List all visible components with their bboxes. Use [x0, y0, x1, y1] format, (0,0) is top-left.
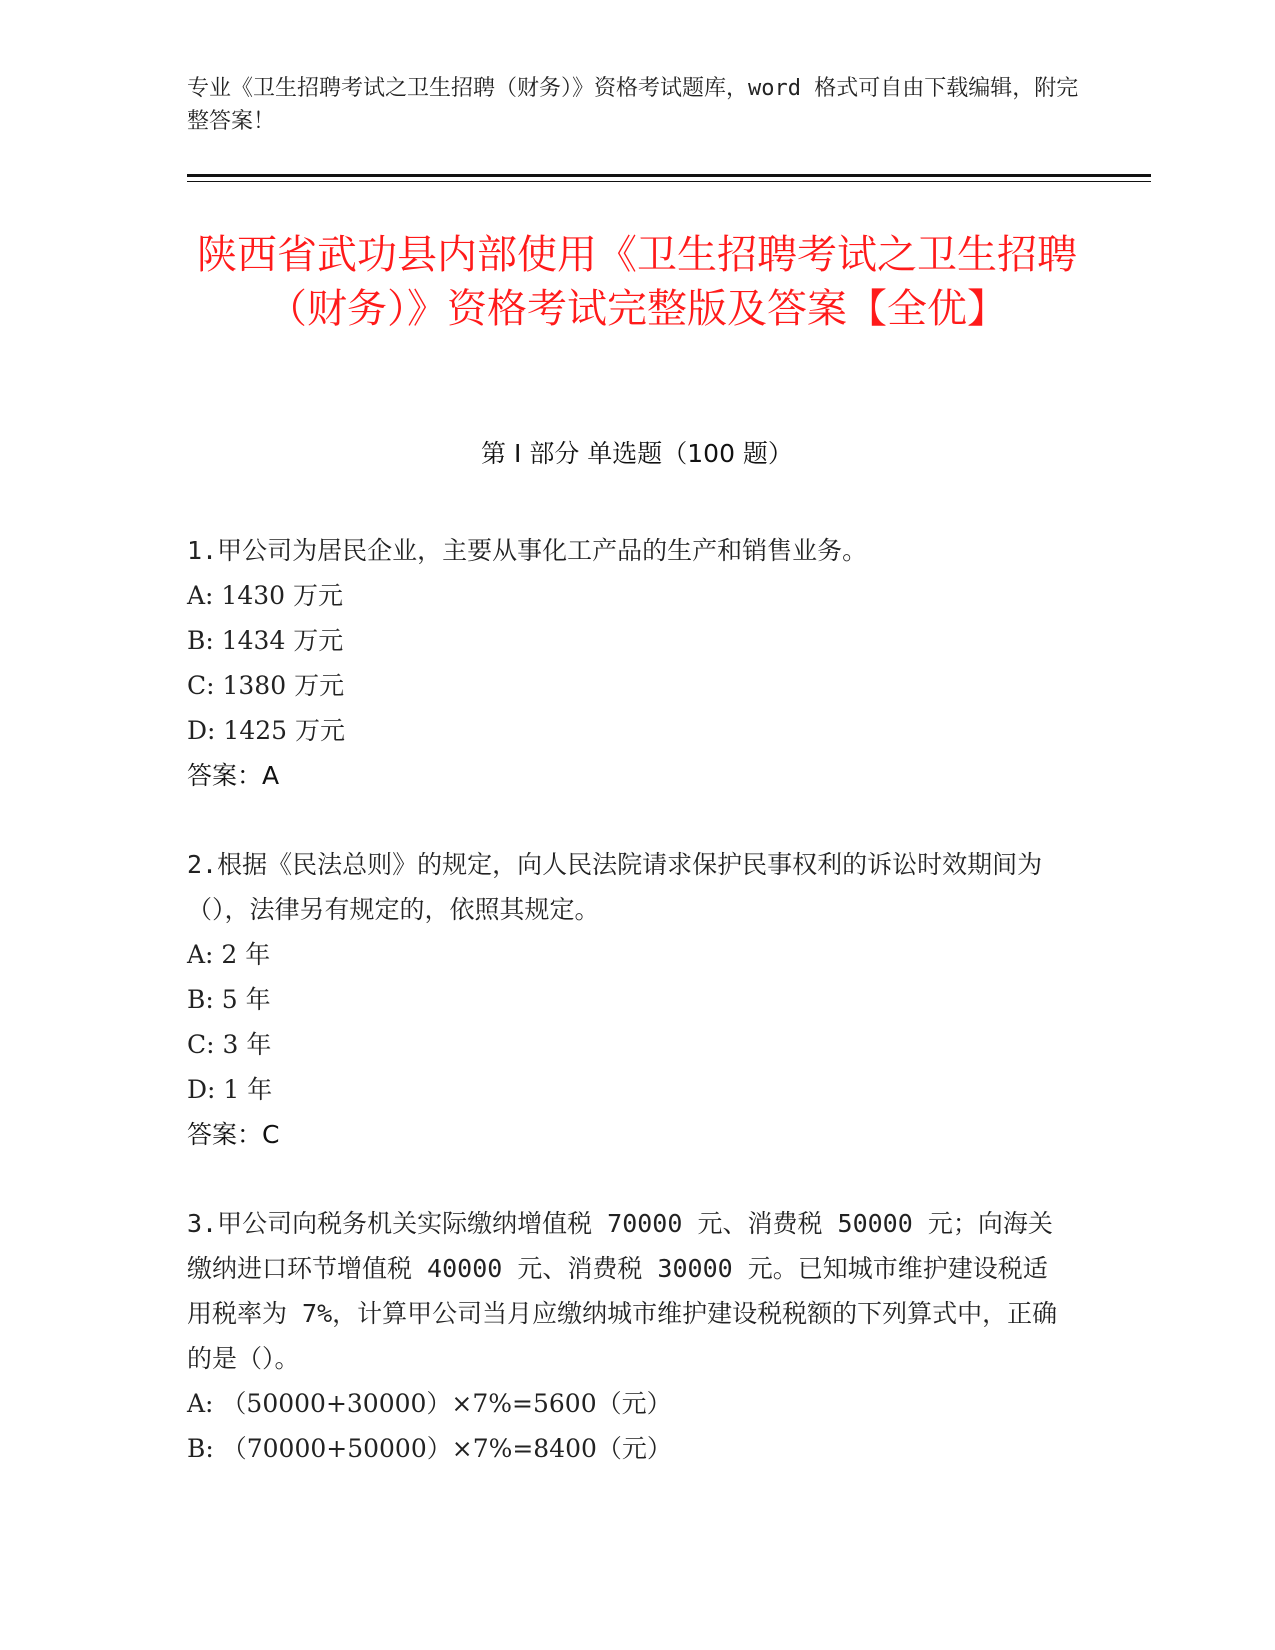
answer-line: 答案：C: [187, 1120, 280, 1149]
option-c: C: 1380 万元: [187, 671, 345, 700]
section-heading: 第 I 部分 单选题（100 题）: [481, 439, 793, 468]
option-b: B: （70000+50000）×7%=8400（元）: [187, 1434, 672, 1463]
question-stem: 2.根据《民法总则》的规定，向人民法院请求保护民事权利的诉讼时效期间为（），法律另有规定的，依照其规定。: [187, 850, 1043, 924]
option-b: B: 1434 万元: [187, 626, 344, 655]
option-c: C: 3 年: [187, 1030, 272, 1059]
question-list: [187, 528, 1067, 1515]
option-d: D: 1425 万元: [187, 716, 345, 745]
option-d: D: 1 年: [187, 1075, 273, 1104]
question-1: [187, 528, 1067, 798]
option-a: A: 2 年: [187, 940, 271, 969]
option-a: A: （50000+30000）×7%=5600（元）: [187, 1389, 672, 1418]
question-stem: 1.甲公司为居民企业，主要从事化工产品的生产和销售业务。: [187, 536, 868, 565]
option-b: B: 5 年: [187, 985, 271, 1014]
document-title: 陕西省武功县内部使用《卫生招聘考试之卫生招聘（财务）》资格考试完整版及答案【全优】: [197, 232, 1077, 332]
header-rule-thick: [187, 174, 1151, 177]
header-rule-thin: [187, 181, 1151, 182]
option-a: A: 1430 万元: [187, 581, 343, 610]
question-2: [187, 842, 1067, 1157]
answer-line: 答案：A: [187, 761, 280, 790]
header-note: 专业《卫生招聘考试之卫生招聘（财务）》资格考试题库，word 格式可自由下载编辑，附完整答案！: [187, 76, 1079, 134]
question-3: [187, 1201, 1067, 1471]
question-stem: 3.甲公司向税务机关实际缴纳增值税 70000 元、消费税 50000 元；向海关缴纳进口环节增值税 40000 元、消费税 30000 元。已知城市维护建设税适用税率为 7%，计算甲公司当月应缴纳城市维护建设税税额的下列算式中，正确的是（）。: [187, 1209, 1058, 1373]
